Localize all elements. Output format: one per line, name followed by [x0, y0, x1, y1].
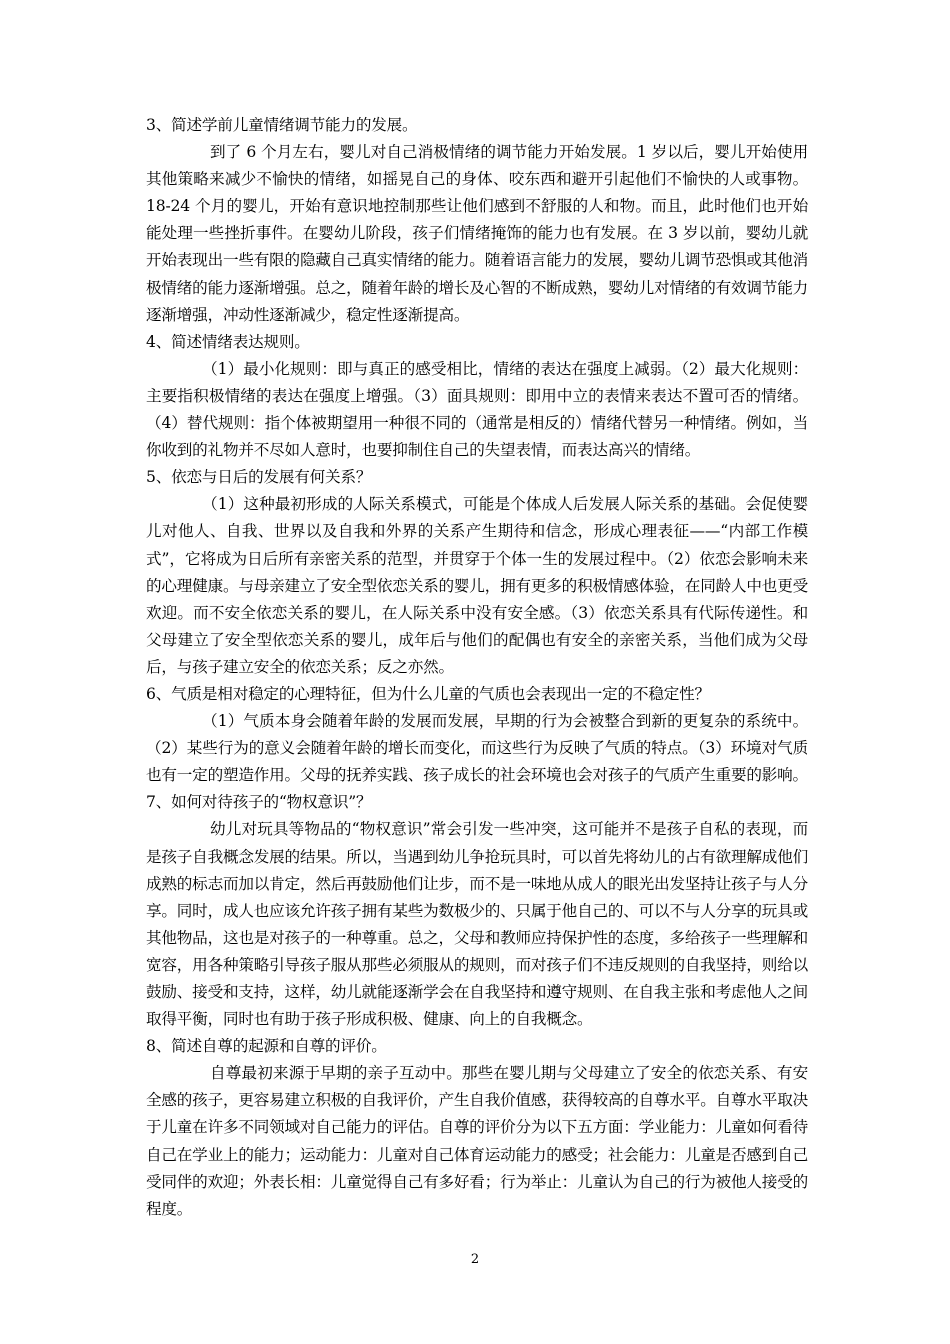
question-4-answer: （1）最小化规则：即与真正的感受相比，情绪的表达在强度上减弱。（2）最大化规则：主要指积极情绪的表达在强度上增强。（3）面具规则：即用中立的表情来表达不置可否的情绪。（4）替代规则：指个体被期望用一种很不同的（通常是相反的）情绪代替另一种情绪。例如，当你收到的礼物并不尽如人意时，也要抑制住自己的失望表情，而表达高兴的情绪。: [146, 359, 808, 460]
question-5-answer: （1）这种最初形成的人际关系模式，可能是个体成人后发展人际关系的基础。会促使婴儿对他人、自我、世界以及自我和外界的关系产生期待和信念，形成心理表征——“内部工作模式”，它将成为日后所有亲密关系的范型，并贯穿于个体一生的发展过程中。（2）依恋会影响未来的心理健康。与母亲建立了安全型依恋关系的婴儿，拥有更多的积极情感体验，在同龄人中也更受欢迎。而不安全依恋关系的婴儿，在人际关系中没有安全感。（3）依恋关系具有代际传递性。和父母建立了安全型依恋关系的婴儿，成年后与他们的配偶也有安全的亲密关系，当他们成为父母后，与孩子建立安全的依恋关系；反之亦然。: [146, 495, 808, 676]
question-7-answer: 幼儿对玩具等物品的“物权意识”常会引发一些冲突，这可能并不是孩子自私的表现，而是孩子自我概念发展的结果。所以，当遇到幼儿争抢玩具时，可以首先将幼儿的占有欲理解成他们成熟的标志而加以肯定，然后再鼓励他们让步，而不是一味地从成人的眼光出发坚持让孩子与人分享。同时，成人也应该允许孩子拥有某些为数极少的、只属于他自己的、可以不与人分享的玩具或其他物品，这也是对孩子的一种尊重。总之，父母和教师应持保护性的态度，多给孩子一些理解和宽容，用各种策略引导孩子服从那些必须服从的规则，而对孩子们不违反规则的自我坚持，则给以鼓励、接受和支持，这样，幼儿就能逐渐学会在自我坚持和遵守规则、在自我主张和考虑他人之间取得平衡，同时也有助于孩子形成积极、健康、向上的自我概念。: [146, 820, 808, 1029]
question-6-answer: （1）气质本身会随着年龄的发展而发展，早期的行为会被整合到新的更复杂的系统中。（2）某些行为的意义会随着年龄的增长而变化，而这些行为反映了气质的特点。（3）环境对气质也有一定的塑造作用。父母的抚养实践、孩子成长的社会环境也会对孩子的气质产生重要的影响。: [146, 712, 808, 785]
question-8-title: 8、简述自尊的起源和自尊的评价。: [146, 1037, 387, 1056]
question-8-answer: 自尊最初来源于早期的亲子互动中。那些在婴儿期与父母建立了安全的依恋关系、有安全感的孩子，更容易建立积极的自我评价，产生自我价值感，获得较高的自尊水平。自尊水平取决于儿童在许多不同领域对自己能力的评估。自尊的评价分为以下五方面：学业能力：儿童如何看待自己在学业上的能力；运动能力：儿童对自己体育运动能力的感受；社会能力：儿童是否感到自己受同伴的欢迎；外表长相：儿童觉得自己有多好看；行为举止：儿童认为自己的行为被他人接受的程度。: [146, 1064, 808, 1218]
question-5-title: 5、依恋与日后的发展有何关系？: [146, 468, 372, 487]
question-4-title: 4、简述情绪表达规则。: [146, 332, 310, 351]
page-number: 2: [470, 1252, 480, 1267]
question-6-title: 6、气质是相对稳定的心理特征，但为什么儿童的气质也会表现出一定的不稳定性？: [146, 684, 710, 703]
page-content: [146, 112, 808, 1223]
question-3-title: 3、简述学前儿童情绪调节能力的发展。: [146, 116, 418, 134]
question-7-title: 7、如何对待孩子的“物权意识”？: [146, 793, 372, 812]
question-3-answer: 到了 6 个月左右，婴儿对自己消极情绪的调节能力开始发展。1 岁以后，婴儿开始使用其他策略来减少不愉快的情绪，如摇晃自己的身体、咬东西和避开引起他们不愉快的人或事物。18-24 个月的婴儿，开始有意识地控制那些让他们感到不舒服的人和物。而且，此时他们也开始能处理一些挫折事件。在婴幼儿阶段，孩子们情绪掩饰的能力也有发展。在 3 岁以前，婴幼儿就开始表现出一些有限的隐藏自己真实情绪的能力。随着语言能力的发展，婴幼儿调节恐惧或其他消极情绪的能力逐渐增强。总之，随着年龄的增长及心智的不断成熟，婴幼儿对情绪的有效调节能力逐渐增强，冲动性逐渐减少，稳定性逐渐提高。: [146, 143, 808, 324]
